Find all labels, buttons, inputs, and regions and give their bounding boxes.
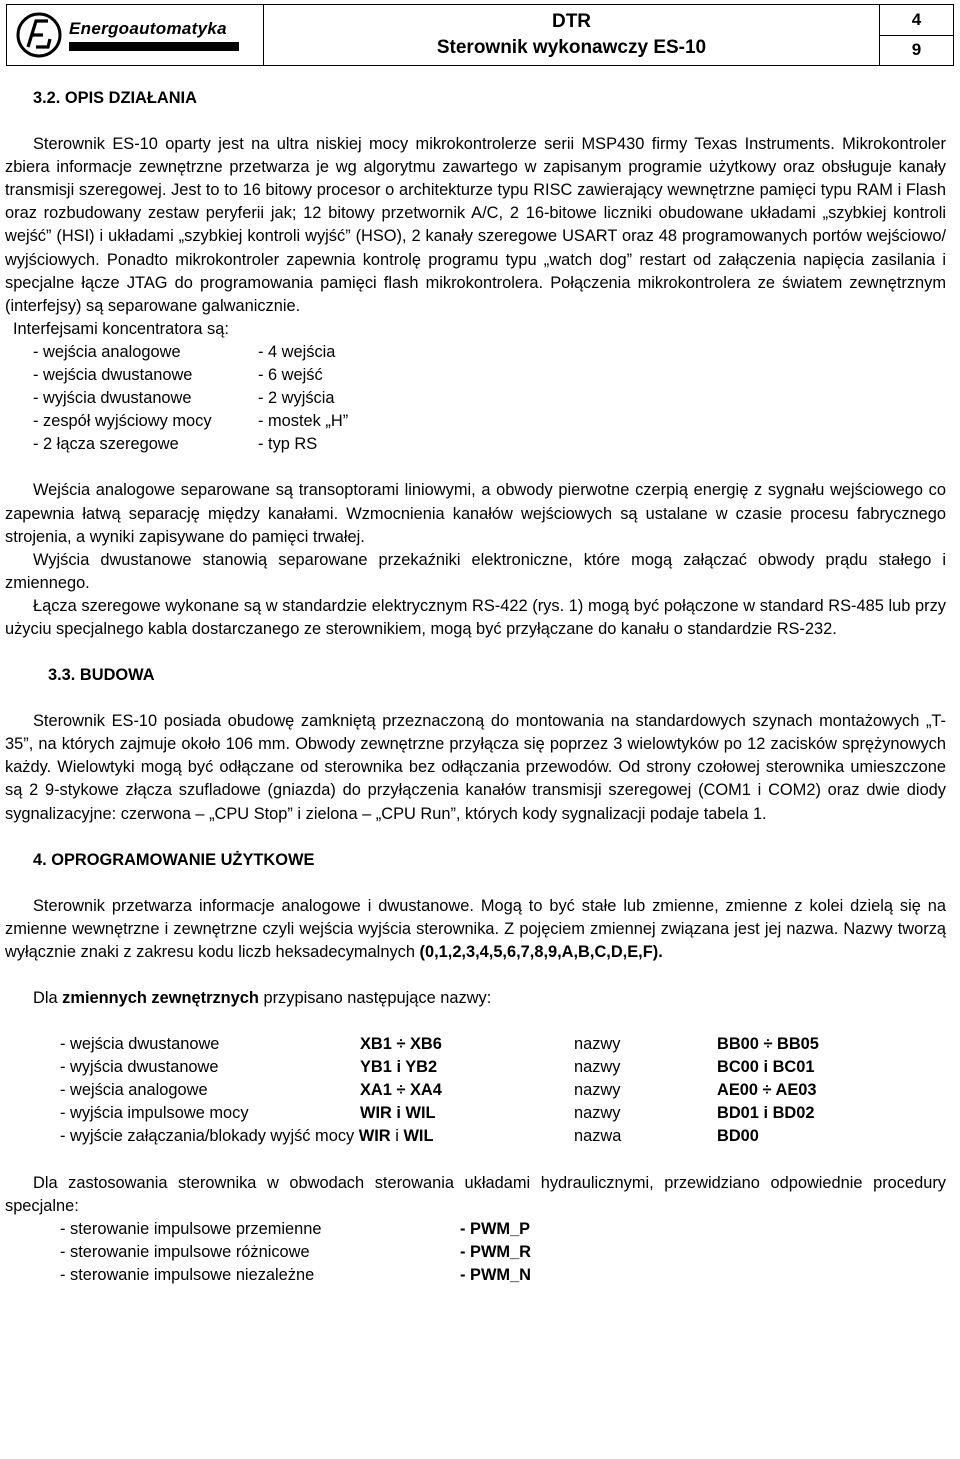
interface-name: - wejścia dwustanowe [33, 366, 193, 385]
intro-pre: Dla [33, 989, 58, 1007]
var-code: AE00 ÷ AE03 [717, 1081, 817, 1100]
paragraph-construction: Sterownik ES-10 posiada obudowę zamkniętą przeznaczoną do montowania na standardowych szynach montażowych „T-35”, na których zajmuje około 106 mm. Obwody zewnętrzne przyłącza się poprzez 3 wielowtyków po 12 zacisków sprężynowych każdy. Wielowtyki mogą być odłączane od sterownika bez odłączania przewodów. Od strony czołowej sterownika umieszczone są 2 9-stykowe złącza szufladowe (gniazda) do przyłączenia kanałów transmisji szeregowej (COM1 i COM2) oraz dwie diody sygnalizacyjne: czerwona – „CPU Stop” i zielona – „CPU Run”, których kody sygnalizacji podaje tabela 1. [5, 712, 946, 823]
company-logo-icon [15, 11, 63, 59]
procedures-list [5, 1218, 946, 1287]
var-code: BD00 [717, 1127, 759, 1146]
var-word: nazwy [574, 1081, 621, 1100]
variable-row [60, 1125, 946, 1148]
intro-bold: zmiennych zewnętrznych [62, 989, 259, 1007]
interface-value: - 2 wyjścia [258, 389, 335, 408]
hex-chars: (0,1,2,3,4,5,6,7,8,9,A,B,C,D,E,F). [419, 942, 663, 961]
var-desc-last [60, 1125, 574, 1148]
paragraph-description: Sterownik ES-10 oparty jest na ultra niskiej mocy mikrokontrolerze serii MSP430 firmy Texas Instruments. Mikrokontroler zbiera informacje zewnętrzne przetwarza je wg algorytmu zawartego w zapisanym programie użytkowy oraz obsługuje kanały transmisji szeregowej. Jest to to 16 bitowy procesor o architekturze typu RISC zawierający wewnętrzne pamięci typu RAM i Flash oraz rozbudowany zestaw peryferii jak; 12 bitowy przetwornik A/C, 2 16-bitowe liczniki obudowane układami „szybkiej kontroli wejść” (HSI) i układami „szybkiej kontroli wyjść” (HSO), 2 kanały szeregowe USART oraz 48 programowanych portów wejściowo/ wyjściowych. Ponadto mikrokontroler zapewnia kontrolę programu typu „watch dog” restart od załączenia napięcia zasilania i specjalne łącze JTAG do programowania pamięci flash mikrokontrolera. Połączenia mikrokontrolera ze światem zewnętrznym (interfejsy) są separowane galwanicznie. [5, 135, 946, 315]
var-desc: - wyjścia impulsowe mocy [60, 1104, 249, 1123]
heading-3-3: 3.3. BUDOWA [48, 666, 155, 685]
procedure-code: - PWM_N [460, 1265, 532, 1284]
variable-row [60, 1033, 946, 1056]
var-code: BD01 i BD02 [717, 1104, 815, 1123]
software-text: Sterownik przetwarza informacje analogowe i dwustanowe. Mogą to być stałe lub zmienne, zmienne z kolei dzielą się na zmienne wewnętrzne i zewnętrzne czyli wejścia wyjścia sterownika. Z pojęciem zmiennej związana jest jej nazwa. Nazwy tworzą wyłącznie znaki z zakresu kodu liczb heksadecymalnych [5, 896, 946, 961]
page-header [6, 4, 954, 66]
var-desc: - wejścia analogowe [60, 1081, 208, 1100]
paragraph-binary-outputs: Wyjścia dwustanowe stanowią separowane przekaźniki elektroniczne, które mogą załączać obwody prądu stałego i zmiennego. [5, 550, 946, 592]
procedure-row [60, 1264, 946, 1287]
var-desc: - wyjścia dwustanowe [60, 1058, 219, 1077]
interface-row [5, 364, 946, 387]
interface-value: - mostek „H” [258, 412, 349, 431]
paragraph-analog-inputs: Wejścia analogowe separowane są transoptorami liniowymi, a obwody pierwotne czerpią energię z sygnału wejściowego co zapewnia łatwą separację między kanałami. Wzmocnienia kanałów wejściowych są ustalane w czasie procesu fabrycznego strojenia, a wyniki zapisywane do pamięci trwałej. [5, 481, 946, 546]
procedure-desc: - sterowanie impulsowe niezależne [60, 1265, 315, 1284]
interface-value: - typ RS [258, 435, 318, 454]
variable-row [60, 1056, 946, 1079]
var-wir: WIR [358, 1127, 391, 1146]
var-word: nazwa [574, 1127, 622, 1146]
var-range: YB1 i YB2 [360, 1058, 438, 1077]
var-code: BC00 i BC01 [717, 1058, 815, 1077]
interface-value: - 6 wejść [258, 366, 323, 385]
heading-4: 4. OPROGRAMOWANIE UŻYTKOWE [33, 850, 315, 869]
heading-3-2: 3.2. OPIS DZIAŁANIA [33, 89, 197, 107]
var-desc: - wejścia dwustanowe [60, 1035, 220, 1054]
interfaces-list [5, 341, 946, 456]
interface-row [5, 433, 946, 456]
var-desc: - wyjście załączania/blokady wyjść mocy [60, 1127, 355, 1146]
interface-row [5, 410, 946, 433]
interface-row [5, 341, 946, 364]
interface-name: - wyjścia dwustanowe [33, 389, 192, 408]
brand [69, 19, 239, 51]
paragraph-software [5, 895, 946, 964]
doc-title: Sterownik wykonawczy ES-10 [436, 37, 707, 58]
document-body [5, 87, 946, 1287]
procedure-row [60, 1218, 946, 1241]
var-code: BB00 ÷ BB05 [717, 1035, 819, 1054]
interface-name: - wejścia analogowe [33, 342, 181, 361]
var-range: XB1 ÷ XB6 [360, 1035, 442, 1054]
page-total: 9 [911, 40, 922, 60]
var-word: nazwy [574, 1035, 621, 1054]
brand-bar [69, 42, 239, 51]
external-vars-intro [5, 987, 946, 1010]
page-number: 4 [880, 5, 953, 36]
variables-table [5, 1033, 946, 1148]
intro-post: przypisano następujące nazwy: [263, 989, 492, 1007]
interface-name: - 2 łącza szeregowe [33, 435, 179, 454]
paragraph-procedures: Dla zastosowania sterownika w obwodach sterowania układami hydraulicznymi, przewidziano odpowiednie procedury specjalne: [5, 1173, 946, 1215]
var-range: XA1 ÷ XA4 [360, 1081, 442, 1100]
header-page-cell [880, 5, 953, 65]
brand-name: Energoautomatyka [69, 19, 227, 38]
variable-row [60, 1102, 946, 1125]
variable-row [60, 1079, 946, 1102]
doc-type: DTR [551, 11, 592, 32]
header-brand-cell [7, 5, 264, 65]
interfaces-intro: Interfejsami koncentratora są: [13, 319, 229, 338]
procedure-row [60, 1241, 946, 1264]
var-word: nazwy [574, 1104, 621, 1123]
procedure-desc: - sterowanie impulsowe różnicowe [60, 1242, 310, 1261]
interface-value: - 4 wejścia [258, 342, 336, 361]
var-wil: WIL [403, 1127, 434, 1146]
interface-name: - zespół wyjściowy mocy [33, 412, 212, 431]
interface-row [5, 387, 946, 410]
procedure-desc: - sterowanie impulsowe przemienne [60, 1219, 322, 1238]
header-title-cell [264, 5, 880, 65]
var-conj: i [395, 1127, 399, 1146]
procedure-code: - PWM_R [460, 1242, 532, 1261]
paragraph-serial-links: Łącza szeregowe wykonane są w standardzie elektrycznym RS-422 (rys. 1) mogą być połączone w standard RS-485 lub przy użyciu specjalnego kabla dostarczanego ze sterownikiem, mogą być przyłączane do kanału o standardzie RS-232. [5, 596, 946, 638]
var-range: WIR i WIL [360, 1104, 436, 1123]
var-word: nazwy [574, 1058, 621, 1077]
procedure-code: - PWM_P [460, 1219, 531, 1238]
